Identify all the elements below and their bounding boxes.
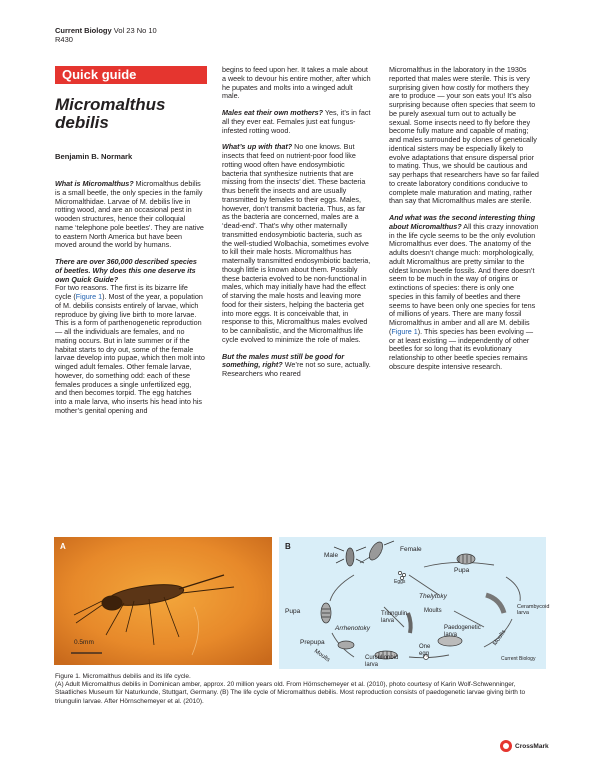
paragraph xyxy=(222,353,372,379)
answer: Yes, it’s in fact all they ever eat. Females just eat fungus-infested rotting wood. xyxy=(222,108,371,135)
answer-cont: ). This species has been evolving — or at least existing — independently of other beetles for so long that its evolutionary relationship to other beetle species remains obscure despite intensive research. xyxy=(389,326,534,371)
label-one-egg: One egg xyxy=(419,644,431,657)
caption-title: Figure 1. Micromalthus debilis and its life cycle. xyxy=(55,673,191,680)
label-cerambycoid: Cerambycoid larva xyxy=(517,604,550,616)
paragraph: begins to feed upon her. It takes a male about a week to devour his entire mother, after which he pupates and molts into a winged adult male. xyxy=(222,65,371,101)
label-paedogenetic: Paedogenetic larva xyxy=(444,625,481,638)
article-title xyxy=(55,96,205,132)
panel-a xyxy=(54,537,272,665)
question: There are over 360,000 described species of beetles. Why does this one deserve its own Quick Guide? xyxy=(55,257,197,284)
label-pupa-left: Pupa xyxy=(285,608,301,615)
label-prepupa: Prepupa xyxy=(300,639,325,646)
paragraph xyxy=(222,143,372,344)
crossmark-badge[interactable] xyxy=(500,740,549,752)
answer: For two reasons. The first is its bizarre life cycle ( xyxy=(55,283,188,301)
text-column-2 xyxy=(222,66,372,379)
answer: All this crazy innovation in the life cycle seems to be the only evolution Micromalthus ever does. The anatomy of the adults doesn’t change much: morphologically, adult Micromalthus are pretty similar to the oldest known beetle fossils. And there doesn’t seem to be much in the way of origins or extinctions of species: there is only one species in this family of beetles and there seems to have been only one species for tens of millions of years. There are many fossil Micromalthus in amber and all are M. debilis ( xyxy=(389,221,539,336)
paragraph xyxy=(389,214,539,372)
figure-caption xyxy=(55,673,535,706)
title-line-2: debilis xyxy=(55,113,109,132)
label-arrhenotoky: Arrhenotoky xyxy=(335,625,371,632)
answer-cont: ). Most of the year, a population of M. debilis consists entirely of larvae, which reproduce by giving live birth to more larvae. This is a form of parthenogenetic reproduction — all the individuals are females, and no mating occurs. But in late summer or if the habitat starts to dry out, some of the female larvae develop into pupae, which then molt into winged adult females. Other female larvae, however, do something odd: each of these females produces a single unfertilized egg, and then becomes torpid. The egg hatches into a male larva, who inserts his head into his mother’s genital opening and xyxy=(55,292,205,415)
question: What is Micromalthus? xyxy=(55,179,134,188)
label-moults-right: Moults xyxy=(492,629,508,647)
figure-credit: Current Biology xyxy=(501,656,536,662)
label-triungulin: Triungulin larva xyxy=(381,611,408,624)
panel-b-label: B xyxy=(285,542,291,551)
label-female: Female xyxy=(400,546,422,553)
figure-1 xyxy=(54,537,550,779)
label-moults-top: Moults xyxy=(424,608,442,614)
answer: We’re not so sure, actually. Researchers who reared xyxy=(222,360,371,378)
panel-b xyxy=(279,537,599,666)
question: Males eat their own mothers? xyxy=(222,108,324,117)
answer: Micromalthus debilis is a small beetle, the only species in the family Micromalthidae. Larvae of M. debilis live in rotting wood, and are an occasional pest in wooden structures, hence their colloquial name ‘telephone pole beetles’. They are native to eastern North America but have been moved around the world by humans. xyxy=(55,179,204,250)
paragraph xyxy=(222,109,372,135)
label-moults-left: Moults xyxy=(312,648,331,664)
crossmark-label: CrossMark xyxy=(515,742,549,750)
label-male: Male xyxy=(324,552,339,559)
page-number: R430 xyxy=(55,35,73,44)
scale-bar-label: 0.5mm xyxy=(74,639,94,646)
figure-link[interactable]: Figure 1 xyxy=(75,292,103,301)
journal-volume: Vol 23 No 10 xyxy=(113,26,157,35)
author: Benjamin B. Normark xyxy=(55,152,133,161)
journal-name: Current Biology xyxy=(55,26,112,35)
caption-text: (A) Adult Micromalthus debilis in Dominican amber, approx. 20 million years old. From Hörnschemeyer et al. (2010), photo courtesy of Karin Wolf-Schwenninger, Staatliches Museum für Naturkunde, Stuttgart, Germany. (B) The life cycle of Micromalthus debilis. Most reproduction consists of paedogenetic larvae giving birth to triungulin larvae. After Hörnschemeyer et al. (2010). xyxy=(55,681,526,705)
text-column-3 xyxy=(389,66,539,372)
label-pupa-right: Pupa xyxy=(454,567,470,574)
label-thelytoky: Thelytoky xyxy=(419,593,447,600)
title-line-1: Micromalthus xyxy=(55,95,166,114)
paragraph xyxy=(55,180,205,250)
paragraph: Micromalthus in the laboratory in the 1930s reported that males were sterile. This is very surprising given how costly for mothers they are to produce — your son eats you! It’s also surprising because often species that seem to be purely asexual turn out to actually be sexual. Some insects need to fly before they become fully mature and capable of mating; and males surrounded by clones of genetically identical sisters may be especially likely to evolve adaptations that ensure dispersal prior to mating. Thus, we should be cautious and say perhaps that researchers have so far failed to create laboratory conditions conducive to complete male maturation and mating, rather than say that Micromalthus males are sterile. xyxy=(389,65,539,206)
journal-header xyxy=(55,26,157,44)
crossmark-icon xyxy=(500,740,512,752)
text-column-1 xyxy=(55,180,205,424)
label-curculionoid: Curculionoid larva xyxy=(365,655,399,668)
question: What’s up with that? xyxy=(222,142,293,152)
paragraph xyxy=(55,258,205,416)
panel-a-label: A xyxy=(60,542,66,551)
figure-link[interactable]: Figure 1 xyxy=(391,326,418,336)
section-badge: Quick guide xyxy=(55,66,207,84)
label-eggs: Eggs xyxy=(394,579,406,585)
question: But the males must still be good for something, right? xyxy=(222,351,345,370)
answer: No one knows. But insects that feed on nutrient-poor food like rotting wood often have endosymbiotic bacteria that synthesize nutrients that are missing from the insects’ diet. These bacteria thus benefit the insects and are usually transmitted by females to their eggs. Males, however, don’t transmit bacteria. Thus, as far as the bacteria are concerned, males are a ‘dead-end’. That’s why other maternally transmitted endosymbiotic bacteria, such as the well-studied Wolbachia, sometimes evolve to kill their male hosts. Micromalthus has maternally transmitted endosymbiotic bacteria, though little is known about them. Possibly these bacteria evolved to be non-functional in males, which may initially have had the effect of starving the male hosts and leaving more food for their sisters, helping the bacteria get into more eggs. It is conceivable that, in response to this, Micromalthus males evolved to be cannibalistic, and the Micromalthus life cycle evolved to minimize the role of males. xyxy=(222,142,371,344)
question: And what was the second interesting thing about Micromalthus? xyxy=(389,213,536,231)
